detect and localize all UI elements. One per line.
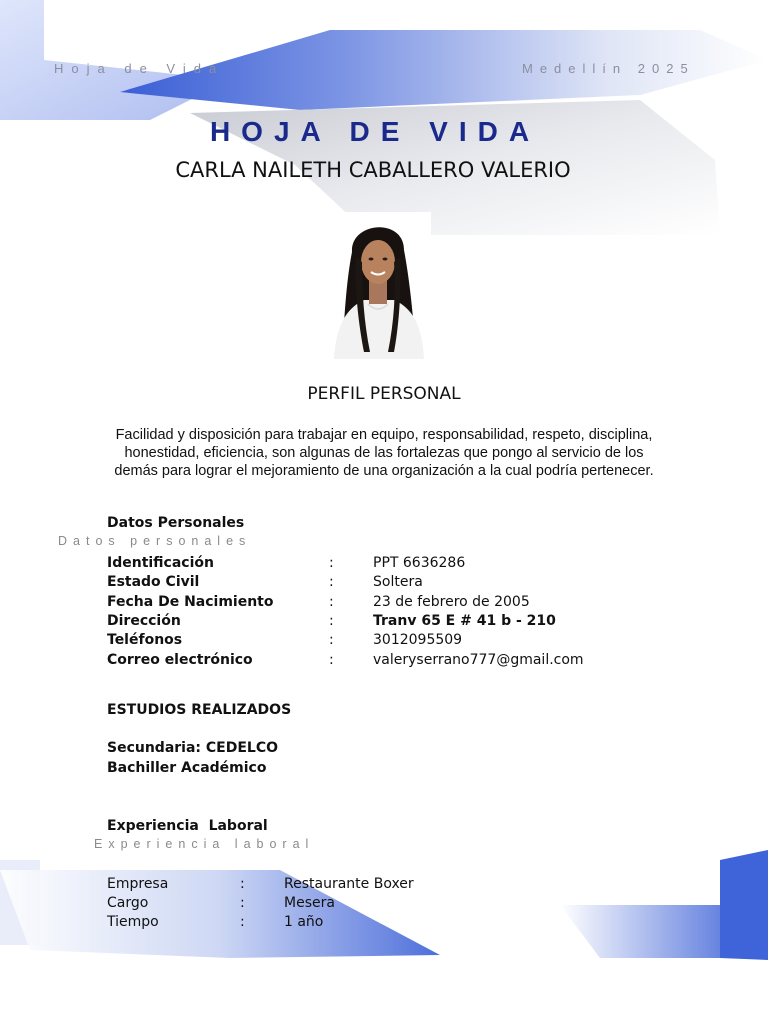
row-label: Identificación [107,555,214,571]
row-value: Soltera [373,574,423,590]
row-label: Fecha De Nacimiento [107,594,274,610]
row-label: Empresa [107,876,169,892]
row-separator: : [329,555,334,571]
row-label: Estado Civil [107,574,200,590]
row-value: 3012095509 [373,632,463,648]
personal-data-heading: Datos Personales [107,515,245,531]
row-label: Teléfonos [107,632,183,648]
row-separator: : [329,574,334,590]
row-separator: : [240,914,245,930]
row-separator: : [329,613,334,629]
profile-heading: PERFIL PERSONAL [307,384,461,404]
profile-text: Facilidad y disposición para trabajar en equipo, responsabilidad, respeto, disciplina, honestidad, eficiencia, son algunas de las fortalezas que pongo al servicio de los demás para lograr el mejoramiento de una organización a la cual podría pertenecer. [114,427,654,479]
row-value: Tranv 65 E # 41 b - 210 [373,613,556,629]
row-value: 23 de febrero de 2005 [373,594,530,610]
experience-ghost-heading: Experiencia laboral [94,837,315,851]
row-value: 1 año [284,914,324,930]
row-label: Tiempo [107,914,159,930]
row-value: Mesera [284,895,335,911]
studies-line-2: Bachiller Académico [107,760,267,776]
row-label: Correo electrónico [107,652,253,668]
row-value: Restaurante Boxer [284,876,414,892]
experience-heading: Experiencia Laboral [107,818,268,834]
row-separator: : [329,594,334,610]
row-value: valeryserrano777@gmail.com [373,652,584,668]
row-value: PPT 6636286 [373,555,466,571]
document-title: HOJA DE VIDA [209,116,541,147]
person-name: CARLA NAILETH CABALLERO VALERIO [175,158,571,182]
row-label: Dirección [107,613,181,629]
row-separator: : [329,652,334,668]
row-label: Cargo [107,895,149,911]
studies-heading: ESTUDIOS REALIZADOS [107,702,292,718]
row-separator: : [240,895,245,911]
row-separator: : [240,876,245,892]
header-left-text: Hoja de Vida [54,61,225,76]
header-right-text: Medellín 2025 [522,61,695,76]
personal-data-ghost-heading: Datos personales [58,534,252,548]
profile-photo [324,212,431,359]
studies-line-1: Secundaria: CEDELCO [107,740,279,756]
row-separator: : [329,632,334,648]
